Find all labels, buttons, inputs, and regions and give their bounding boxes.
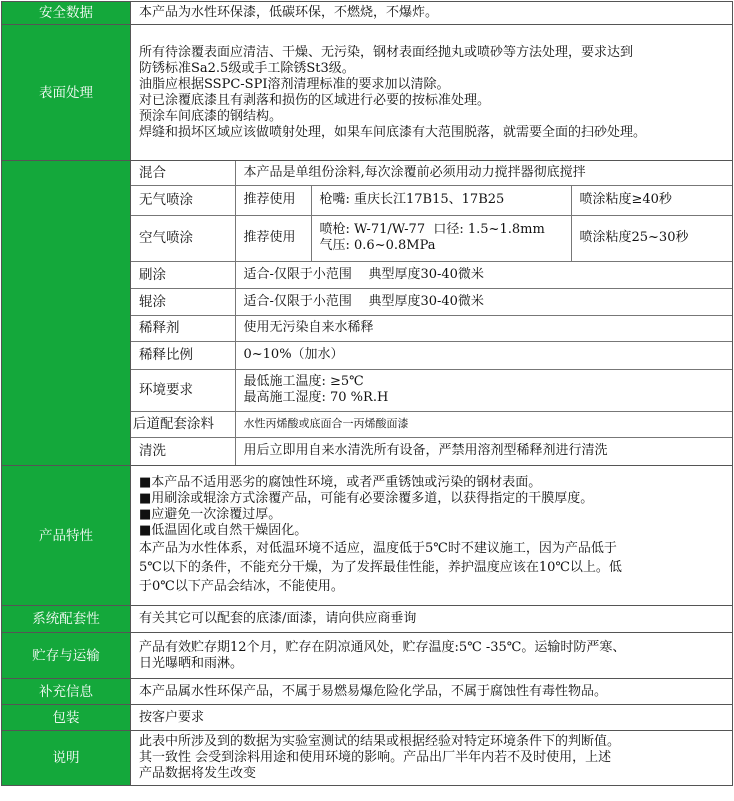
surface-line: 焊缝和损坏区域应该做喷射处理，如果车间底漆有大范围脱落，就需要全面的扫砂处理。 xyxy=(139,124,647,140)
airless-nozzle: 枪嘴: 重庆长江17B15、17B25 xyxy=(311,185,571,215)
storage-line: 产品有效贮存期12个月，贮存在阴凉通风处，贮存温度:5℃ -35℃。运输时防严寒、 xyxy=(139,639,626,655)
air-gun: 喷枪: W-71/W-77 xyxy=(319,222,426,237)
product-data-sheet xyxy=(1,1,733,786)
feature-line: ■用刷涂或辊涂方式涂覆产品，可能有必要涂覆多道，以获得指定的干膜厚度。 xyxy=(139,491,594,506)
feature-line: 于0℃以下产品会结冰，不能使用。 xyxy=(139,579,344,594)
feature-line: 本产品为水性体系，对低温环境不适应，温度低于5℃时不建议施工，因为产品低于 xyxy=(139,541,617,556)
row-followup xyxy=(131,411,732,437)
airless-recommend: 推荐使用 xyxy=(235,185,311,215)
roller-text xyxy=(235,288,732,315)
env-max-humidity: 最高施工湿度: 70 %R.H xyxy=(243,390,389,405)
row-mix xyxy=(131,161,732,185)
notes-line: 产品数据将发生改变 xyxy=(139,766,257,781)
label-clean: 清洗 xyxy=(131,437,235,465)
air-recommend: 推荐使用 xyxy=(235,215,311,261)
label-system: 系统配套性 xyxy=(2,606,131,633)
brush-text xyxy=(235,261,732,288)
label-roller: 辊涂 xyxy=(131,288,235,315)
air-viscosity: 喷涂粘度25~30秒 xyxy=(571,215,732,261)
row-notes xyxy=(2,731,733,786)
row-extra xyxy=(2,679,733,705)
feature-line: ■低温固化或自然干燥固化。 xyxy=(139,523,308,538)
row-ratio xyxy=(131,341,732,369)
feature-line: ■本产品不适用恶劣的腐蚀性环境，或者严重锈蚀或污染的钢材表面。 xyxy=(139,475,542,490)
surface-line: 防锈标准Sa2.5级或手工除锈St3级。 xyxy=(139,60,355,76)
extra-text: 本产品属水性环保产品，不属于易燃易爆危险化学品，不属于腐蚀性有毒性物品。 xyxy=(131,679,733,705)
label-mix: 混合 xyxy=(131,161,235,185)
brush-thickness: 典型厚度30-40微米 xyxy=(368,266,484,282)
label-brush: 刷涂 xyxy=(131,261,235,288)
label-surface: 表面处理 xyxy=(2,25,131,161)
clean-text: 用后立即用自来水清洗所有设备，严禁用溶剂型稀释剂进行清洗 xyxy=(235,437,732,465)
label-ratio: 稀释比例 xyxy=(131,341,235,369)
features-text xyxy=(131,466,733,606)
row-system xyxy=(2,606,733,633)
surface-line: 油脂应根据SSPC-SPI溶剂清理标准的要求加以清除。 xyxy=(139,76,450,92)
surface-text xyxy=(131,25,733,161)
storage-line: 日光曝晒和雨淋。 xyxy=(139,655,244,671)
air-bore: 口径: 1.5~1.8mm xyxy=(433,222,545,237)
label-extra: 补充信息 xyxy=(2,679,131,705)
surface-line: 预涂车间底漆的钢结构。 xyxy=(139,108,283,124)
thinner-text: 使用无污染自来水稀释 xyxy=(235,315,732,341)
label-notes: 说明 xyxy=(2,731,131,786)
followup-text: 水性丙烯酸或底面合一丙烯酸面漆 xyxy=(235,411,732,437)
notes-line: 其一致性 会受到涂料用途和使用环境的影响。产品出厂半年内若不及时使用，上述 xyxy=(139,750,612,765)
label-air-spray: 空气喷涂 xyxy=(131,215,235,261)
row-packaging xyxy=(2,705,733,731)
row-application xyxy=(2,161,733,466)
row-thinner xyxy=(131,315,732,341)
row-env xyxy=(131,369,732,411)
air-pressure: 气压: 0.6~0.8MPa xyxy=(319,238,436,253)
row-clean xyxy=(131,437,732,465)
ratio-text: 0~10%（加水） xyxy=(235,341,732,369)
feature-line: 5℃以下的条件，不能充分干燥，为了发挥最佳性能，养护温度应该在10℃以上。低 xyxy=(139,560,622,575)
row-features xyxy=(2,466,733,606)
row-brush xyxy=(131,261,732,288)
airless-viscosity: 喷涂粘度≥40秒 xyxy=(571,185,732,215)
packaging-text: 按客户要求 xyxy=(131,705,733,731)
label-application-blank xyxy=(2,161,131,466)
env-min-temp: 最低施工温度: ≥5℃ xyxy=(243,374,364,389)
system-text: 有关其它可以配套的底漆/面漆，请向供应商垂询 xyxy=(131,606,733,633)
row-surface xyxy=(2,25,733,161)
application-subtable xyxy=(131,161,732,465)
label-features: 产品特性 xyxy=(2,466,131,606)
row-safety xyxy=(2,2,733,25)
surface-line: 所有待涂覆表面应清洁、干燥、无污染，钢材表面经抛丸或喷砂等方法处理，要求达到 xyxy=(139,44,634,60)
row-roller xyxy=(131,288,732,315)
safety-text: 本产品为水性环保漆，低碳环保，不燃烧，不爆炸。 xyxy=(131,2,733,25)
row-air-spray xyxy=(131,215,732,261)
feature-line: ■应避免一次涂覆过厚。 xyxy=(139,507,282,522)
label-storage: 贮存与运输 xyxy=(2,633,131,679)
roller-suitability: 适合-仅限于小范围 xyxy=(243,293,352,309)
air-gun-specs xyxy=(311,215,571,261)
label-airless: 无气喷涂 xyxy=(131,185,235,215)
label-thinner: 稀释剂 xyxy=(131,315,235,341)
storage-text xyxy=(131,633,733,679)
brush-suitability: 适合-仅限于小范围 xyxy=(243,266,352,282)
mix-text: 本产品是单组份涂料,每次涂覆前必须用动力搅拌器彻底搅拌 xyxy=(235,161,732,185)
label-safety: 安全数据 xyxy=(2,2,131,25)
label-env: 环境要求 xyxy=(131,369,235,411)
label-packaging: 包装 xyxy=(2,705,131,731)
application-subtable-cell xyxy=(131,161,733,466)
notes-line: 此表中所涉及到的数据为实验室测试的结果或根据经验对特定环境条件下的判断值。 xyxy=(139,734,621,749)
notes-text xyxy=(131,731,733,786)
row-airless xyxy=(131,185,732,215)
label-followup: 后道配套涂料 xyxy=(131,411,235,437)
surface-line: 对已涂覆底漆且有剥落和损伤的区域进行必要的按标准处理。 xyxy=(139,92,491,108)
roller-thickness: 典型厚度30-40微米 xyxy=(368,293,484,309)
env-text xyxy=(235,369,732,411)
row-storage xyxy=(2,633,733,679)
